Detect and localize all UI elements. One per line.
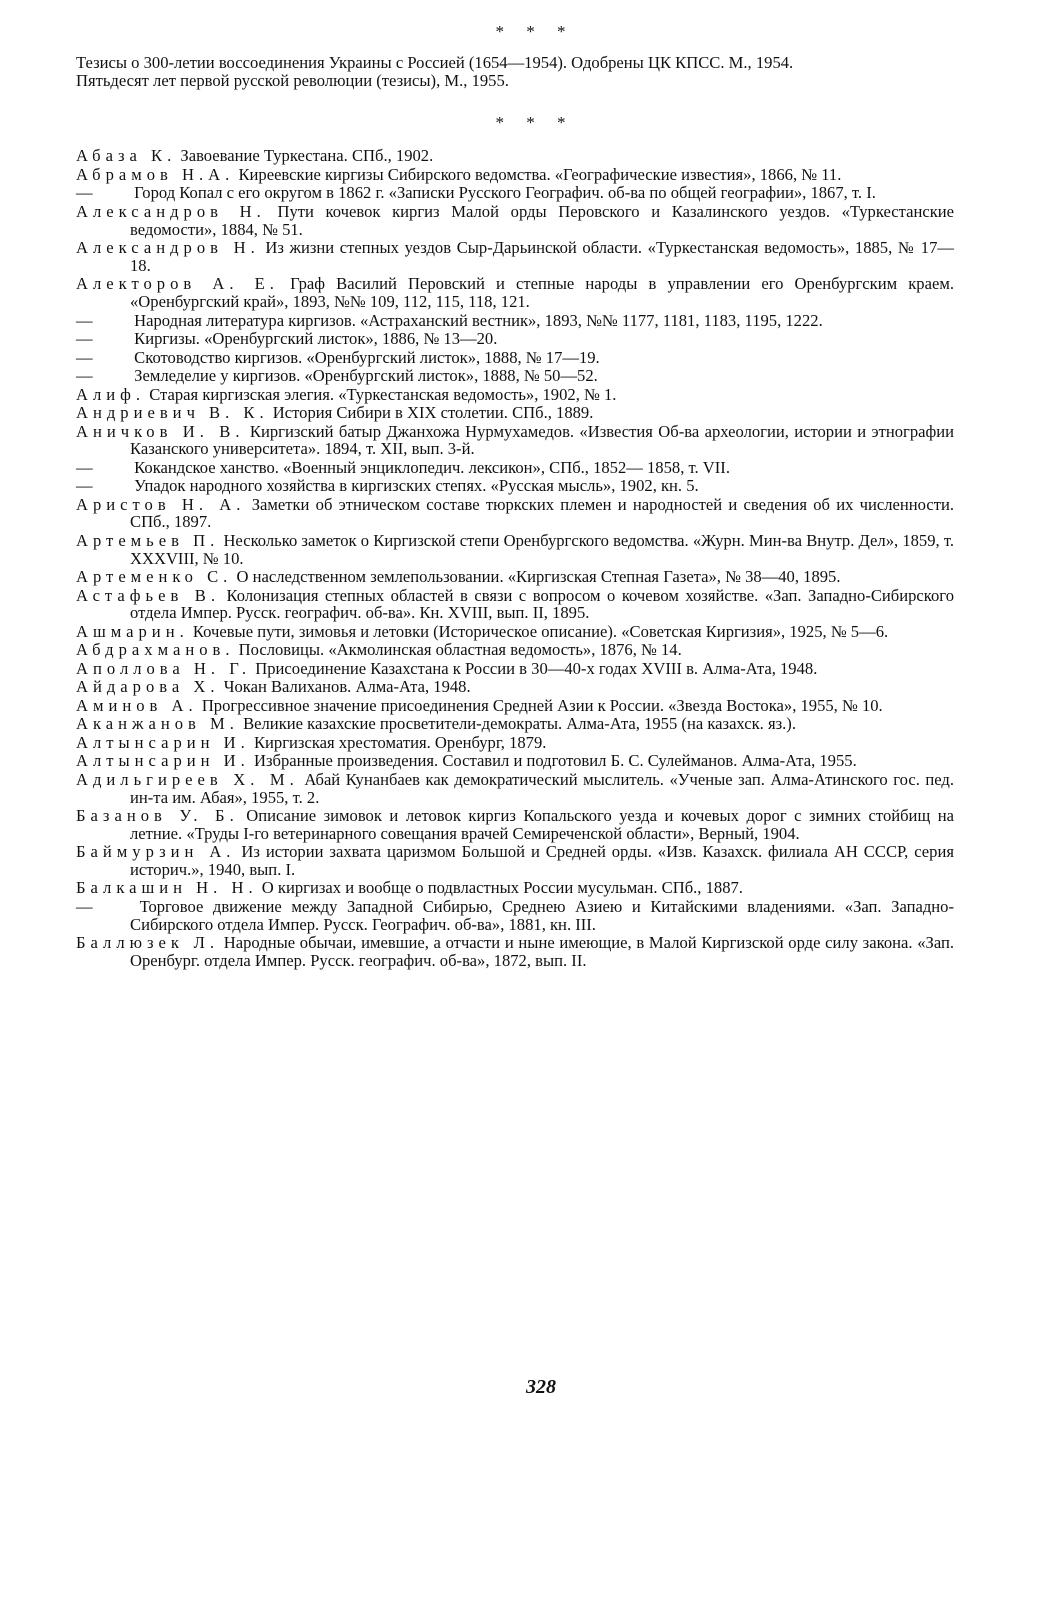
entry-author: Балкашин Н. Н. [76,878,258,898]
bibliography-entry [76,459,954,477]
bibliography-entry [76,660,954,678]
bibliography-entry [76,349,954,367]
entry-title: Завоевание Туркестана. СПб., 1902. [180,146,434,166]
thesis-entry: Тезисы о 300-летии воссоединения Украины с Россией (1654—1954). Одобрены ЦК КПСС. М., 1954. [76,53,794,72]
entry-title: Старая киргизская элегия. «Туркестанская ведомость», 1902, № 1. [149,384,617,404]
thesis-entry: Пятьдесят лет первой русской революции (тезисы), М., 1955. [76,70,509,90]
ditto-dash: — [76,476,93,496]
entry-title: Кокандское ханство. «Военный энциклопедич. лексикон», СПб., 1852— 1858, т. VII. [134,457,730,477]
entry-title: Скотоводство киргизов. «Оренбургский листок», 1888, № 17—19. [134,347,600,367]
entry-author: Аполлова Н. Г. [76,658,252,678]
entry-title: Граф Василий Перовский и степные народы в управлении его Оренбургским краем. «Оренбургский край», 1893, №№ 109, 112, 115, 118, 121. [130,274,954,312]
entry-author: Алтынсарин И. [76,751,250,771]
entry-title: Описание зимовок и летовок киргиз Копальского уезда и кочевых дорог с зимних стойбищ на летние. «Труды I-го ветеринарного совещания врачей Семиреченской области», Верный, 1904. [130,806,954,843]
entry-author: Астафьев В. [76,585,220,605]
entry-title: Кочевые пути, зимовья и летовки (Историческое описание). «Советская Киргизия», 1925, № 5—6. [192,621,889,641]
bibliography-entry [76,312,954,330]
bibliography-entry [76,641,954,659]
entry-author: Аминов А. [76,695,198,715]
bibliography-entry [76,423,954,458]
entry-author: Артеменко С. [76,567,233,587]
bibliography-entry [76,843,954,878]
ditto-dash: — [76,183,93,203]
entry-author: Аканжанов М. [76,714,239,734]
bibliography-list [76,147,954,969]
entry-title: История Сибири в XIX столетии. СПб., 1889. [272,403,594,423]
ditto-dash: — [76,329,93,349]
bibliography-entry [76,147,954,165]
entry-author: Артемьев П. [76,530,220,550]
entry-title: Из жизни степных уездов Сыр-Дарьинской области. «Туркестанская ведомость», 1885, № 17—18. [130,238,954,275]
bibliography-entry [76,715,954,733]
bibliography-entry [76,807,954,842]
entry-author: Абаза К. [76,146,177,166]
entry-title: Киргизский батыр Джанхожа Нурмухамедов. «Известия Об-ва археологии, истории и этнографии Казанского университета». 1894, т. XII, вып. 3-й. [130,421,954,459]
theses-list [76,54,954,89]
bibliography-entry [76,934,954,969]
entry-title: Заметки об этническом составе тюркских племен и народностей и сведения об их численности. СПб., 1897. [130,494,954,532]
bibliography-entry [76,734,954,752]
bibliography-entry [76,386,954,404]
ditto-dash: — [76,366,93,386]
bibliography-entry [76,879,954,897]
entry-title: Город Копал с его округом в 1862 г. «Записки Русского Географич. об-ва по общей географии», 1867, т. I. [134,183,876,203]
entry-title: Пословицы. «Акмолинская областная ведомость», 1876, № 14. [238,640,682,660]
bibliography-entry [76,752,954,770]
entry-author: Алиф. [76,384,146,404]
entry-title: Великие казахские просветители-демократы. Алма-Ата, 1955 (на казахск. яз.). [243,714,796,734]
ditto-dash: — [76,347,93,367]
bibliography-entry [76,532,954,567]
entry-title: Прогрессивное значение присоединения Средней Азии к России. «Звезда Востока», 1955, № 10. [201,695,883,715]
bibliography-page [76,22,954,970]
entry-title: Упадок народного хозяйства в киргизских степях. «Русская мысль», 1902, кн. 5. [134,476,699,496]
entry-author: Баймурзин А. [76,842,236,862]
bibliography-entry [76,203,954,238]
entry-author: Аристов Н. А. [76,494,246,514]
entry-title: Колонизация степных областей в связи с вопросом о кочевом хозяйстве. «Зап. Западно-Сибирского отдела Импер. Русск. географич. об-ва». Кн. XVIII, вып. II, 1895. [130,585,954,623]
bibliography-entry [76,678,954,696]
entry-author: Абрамов Н.А. [76,164,235,184]
entry-title: Несколько заметок о Киргизской степи Оренбургского ведомства. «Журн. Мин-ва Внутр. Дел», 1859, т. XXXVIII, № 10. [130,530,954,568]
ditto-dash: — [76,457,93,477]
bibliography-entry [76,477,954,495]
bibliography-entry [76,367,954,385]
entry-author: Алтынсарин И. [76,732,250,752]
entry-author: Айдарова Х. [76,677,220,697]
entry-title: Народная литература киргизов. «Астраханский вестник», 1893, №№ 1177, 1181, 1183, 1195, 1222. [134,310,823,330]
bibliography-entry [76,184,954,202]
section-separator: * * * [495,22,575,41]
bibliography-entry [76,898,954,933]
entry-title: Киреевские киргизы Сибирского ведомства. «Географические известия», 1866, № 11. [238,164,842,184]
bibliography-entry [76,697,954,715]
section-separator: * * * [495,113,575,133]
bibliography-entry [76,166,954,184]
entry-author: Абдрахманов. [76,640,235,660]
entry-title: Из истории захвата царизмом Большой и Средней орды. «Изв. Казахск. филиала АН СССР, серия историч.», 1940, вып. I. [130,842,954,879]
bibliography-entry [76,496,954,531]
entry-title: Земледелие у киргизов. «Оренбургский листок», 1888, № 50—52. [134,366,598,386]
entry-title: Пути кочевок киргиз Малой орды Перовского и Казалинского уездов. «Туркестанские ведомости», 1884, № 51. [130,201,955,239]
bibliography-entry [76,330,954,348]
entry-author: Адильгиреев Х. М. [76,769,299,789]
entry-title: Народные обычаи, имевшие, а отчасти и ныне имеющие, в Малой Киргизской орде силу закона. «Зап. Оренбург. отдела Импер. Русск. географич. об-ва», 1872, вып. II. [130,933,954,970]
bibliography-entry [76,275,954,310]
entry-author: Андриевич В. К. [76,403,269,423]
bibliography-entry [76,623,954,641]
entry-title: Чокан Валиханов. Алма-Ата, 1948. [223,677,471,697]
entry-title: Киргизы. «Оренбургский листок», 1886, № 13—20. [134,329,498,349]
entry-author: Александров Н. [76,201,266,221]
entry-title: О киргизах и вообще о подвластных России мусульман. СПб., 1887. [261,878,743,898]
entry-author: Алекторов А. Е. [76,274,279,294]
bibliography-entry [76,587,954,622]
entry-title: Торговое движение между Западной Сибирью, Среднею Азиею и Китайскими владениями. «Зап. Западно-Сибирского отдела Импер. Русск. Географич. об-ва», 1881, кн. III. [130,896,954,934]
entry-author: Ашмарин. [76,621,189,641]
entry-author: Базанов У. Б. [76,806,239,826]
page-number: 328 [526,1376,556,1398]
ditto-dash: — [76,896,93,916]
entry-author: Александров Н. [76,238,260,258]
entry-title: О наследственном землепользовании. «Киргизская Степная Газета», № 38—40, 1895. [236,567,841,587]
entry-author: Аничков И. В. [76,421,245,441]
bibliography-entry [76,239,954,274]
bibliography-entry [76,404,954,422]
bibliography-entry [76,568,954,586]
entry-title: Присоединение Казахстана к России в 30—40-х годах XVIII в. Алма-Ата, 1948. [255,658,818,678]
bibliography-entry [76,771,954,806]
entry-title: Киргизская хрестоматия. Оренбург, 1879. [253,732,547,752]
ditto-dash: — [76,310,93,330]
entry-author: Баллюзек Л. [76,933,220,953]
entry-title: Избранные произведения. Составил и подготовил Б. С. Сулейманов. Алма-Ата, 1955. [253,751,857,771]
entry-title: Абай Кунанбаев как демократический мыслитель. «Ученые зап. Алма-Атинского гос. пед. ин-та им. Абая», 1955, т. 2. [130,769,954,807]
